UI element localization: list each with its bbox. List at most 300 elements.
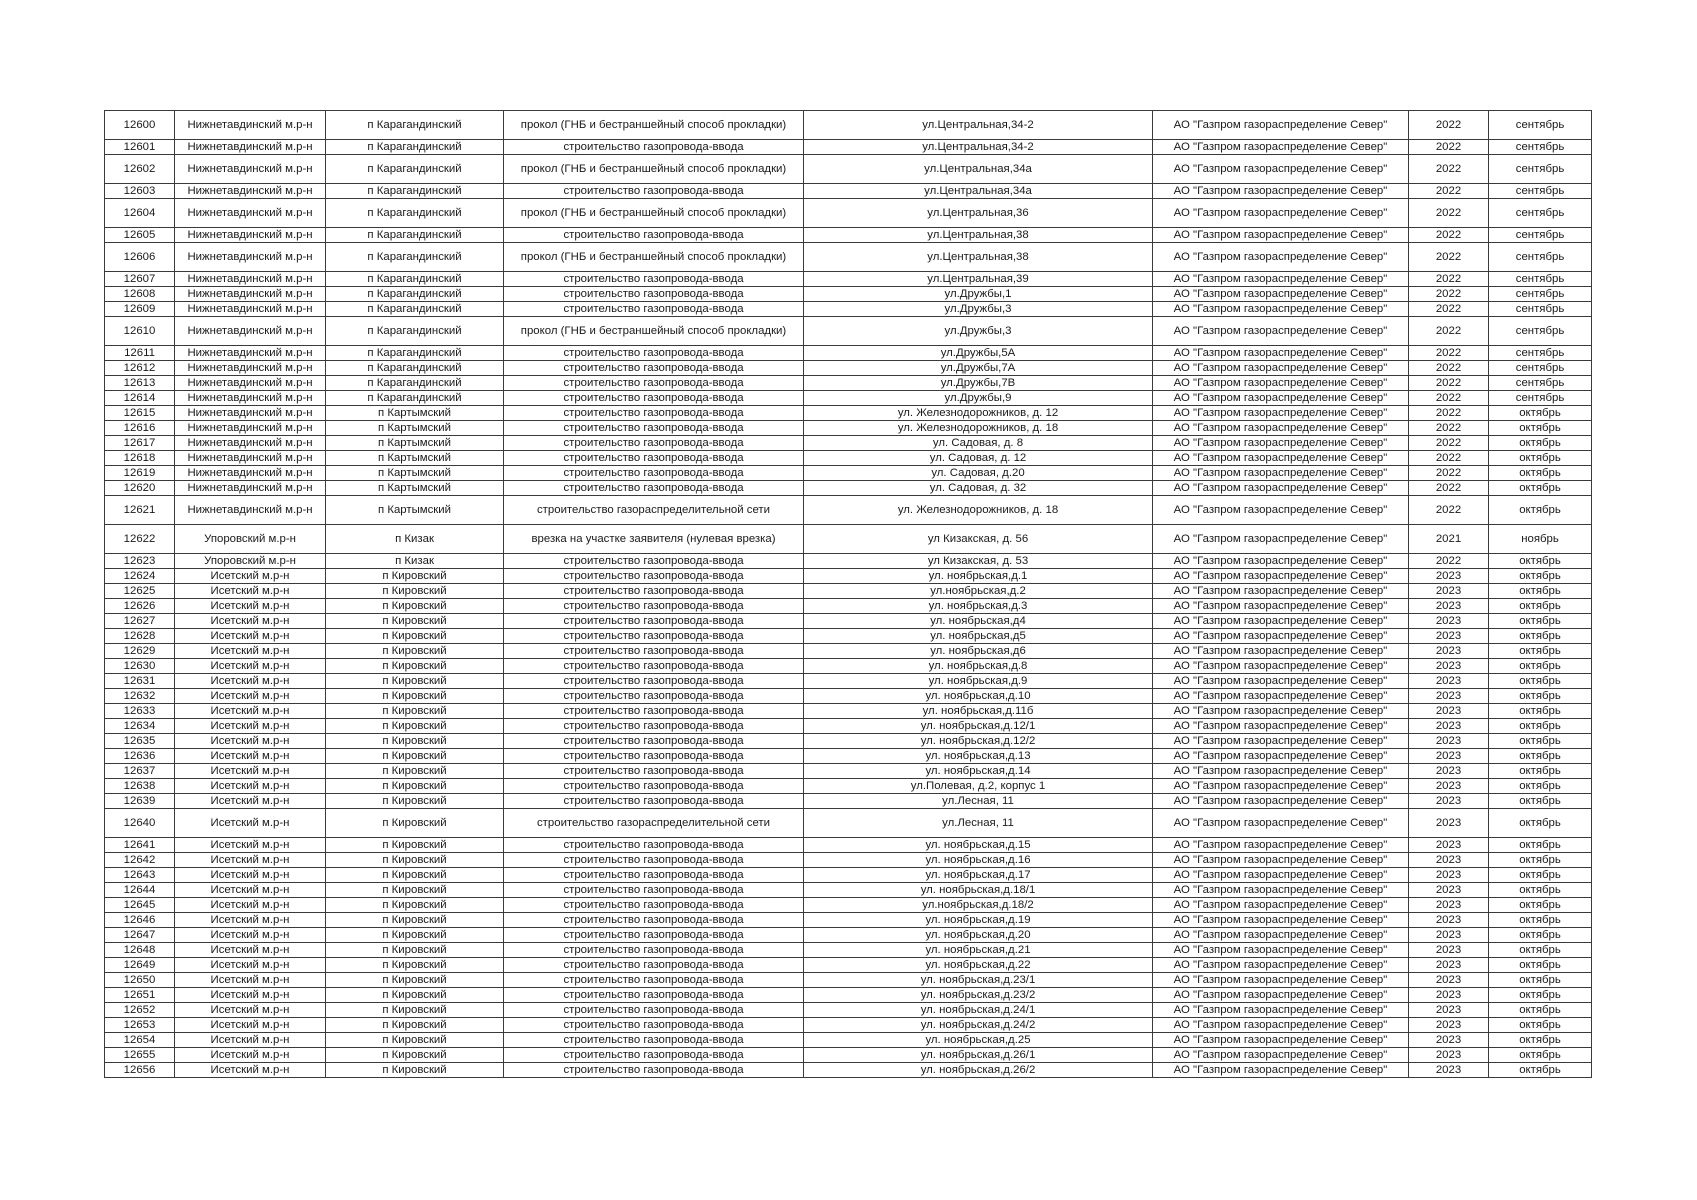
work-type-cell: строительство газопровода-ввода [504,988,804,1003]
row-number-cell: 12638 [105,779,175,794]
row-number-cell: 12607 [105,272,175,287]
table-row [105,749,1592,764]
work-type-cell: врезка на участке заявителя (нулевая врезка) [504,525,804,554]
table-row [105,466,1592,481]
district-cell: Нижнетавдинский м.р-н [175,155,326,184]
table-row [105,376,1592,391]
settlement-cell: п Кировский [326,883,504,898]
table-row [105,868,1592,883]
year-cell: 2023 [1409,928,1489,943]
month-cell: октябрь [1489,943,1592,958]
organization-cell: АО "Газпром газораспределение Север" [1153,898,1409,913]
month-cell: октябрь [1489,481,1592,496]
year-cell: 2023 [1409,1033,1489,1048]
work-type-cell: строительство газопровода-ввода [504,436,804,451]
organization-cell: АО "Газпром газораспределение Север" [1153,361,1409,376]
table-row [105,838,1592,853]
year-cell: 2023 [1409,958,1489,973]
settlement-cell: п Кировский [326,973,504,988]
month-cell: сентябрь [1489,228,1592,243]
address-cell: ул.Дружбы,5А [804,346,1153,361]
organization-cell: АО "Газпром газораспределение Север" [1153,809,1409,838]
organization-cell: АО "Газпром газораспределение Север" [1153,302,1409,317]
year-cell: 2023 [1409,809,1489,838]
district-cell: Нижнетавдинский м.р-н [175,496,326,525]
district-cell: Нижнетавдинский м.р-н [175,466,326,481]
district-cell: Исетский м.р-н [175,704,326,719]
row-number-cell: 12654 [105,1033,175,1048]
work-type-cell: строительство газопровода-ввода [504,391,804,406]
row-number-cell: 12637 [105,764,175,779]
district-cell: Исетский м.р-н [175,659,326,674]
district-cell: Исетский м.р-н [175,958,326,973]
table-row [105,614,1592,629]
settlement-cell: п Карагандинский [326,391,504,406]
settlement-cell: п Карагандинский [326,287,504,302]
organization-cell: АО "Газпром газораспределение Север" [1153,928,1409,943]
row-number-cell: 12646 [105,913,175,928]
table-row [105,853,1592,868]
table-row [105,719,1592,734]
work-type-cell: строительство газопровода-ввода [504,898,804,913]
year-cell: 2022 [1409,184,1489,199]
row-number-cell: 12653 [105,1018,175,1033]
settlement-cell: п Карагандинский [326,346,504,361]
address-cell: ул.Дружбы,1 [804,287,1153,302]
row-number-cell: 12649 [105,958,175,973]
work-type-cell: строительство газопровода-ввода [504,406,804,421]
row-number-cell: 12621 [105,496,175,525]
table-row [105,199,1592,228]
organization-cell: АО "Газпром газораспределение Север" [1153,184,1409,199]
month-cell: октябрь [1489,779,1592,794]
row-number-cell: 12630 [105,659,175,674]
address-cell: ул. ноябрьская,д.20 [804,928,1153,943]
address-cell: ул.Дружбы,3 [804,317,1153,346]
district-cell: Исетский м.р-н [175,614,326,629]
settlement-cell: п Кировский [326,958,504,973]
month-cell: сентябрь [1489,302,1592,317]
settlement-cell: п Кировский [326,794,504,809]
month-cell: сентябрь [1489,111,1592,140]
district-cell: Нижнетавдинский м.р-н [175,317,326,346]
organization-cell: АО "Газпром газораспределение Север" [1153,554,1409,569]
table-row [105,943,1592,958]
work-type-cell: строительство газопровода-ввода [504,913,804,928]
work-type-cell: строительство газопровода-ввода [504,1003,804,1018]
organization-cell: АО "Газпром газораспределение Север" [1153,317,1409,346]
settlement-cell: п Карагандинский [326,140,504,155]
month-cell: октябрь [1489,466,1592,481]
address-cell: ул. ноябрьская,д.3 [804,599,1153,614]
table-row [105,809,1592,838]
address-cell: ул. ноябрьская,д.17 [804,868,1153,883]
year-cell: 2023 [1409,913,1489,928]
settlement-cell: п Картымский [326,466,504,481]
row-number-cell: 12625 [105,584,175,599]
year-cell: 2023 [1409,973,1489,988]
table-row [105,928,1592,943]
address-cell: ул. Железнодорожников, д. 18 [804,421,1153,436]
district-cell: Упоровский м.р-н [175,554,326,569]
year-cell: 2023 [1409,868,1489,883]
organization-cell: АО "Газпром газораспределение Север" [1153,958,1409,973]
settlement-cell: п Кировский [326,614,504,629]
district-cell: Исетский м.р-н [175,853,326,868]
organization-cell: АО "Газпром газораспределение Север" [1153,794,1409,809]
year-cell: 2023 [1409,943,1489,958]
address-cell: ул. Садовая, д. 32 [804,481,1153,496]
month-cell: октябрь [1489,868,1592,883]
work-type-cell: строительство газопровода-ввода [504,794,804,809]
month-cell: октябрь [1489,1018,1592,1033]
row-number-cell: 12614 [105,391,175,406]
settlement-cell: п Кировский [326,853,504,868]
work-type-cell: прокол (ГНБ и бестраншейный способ прокладки) [504,317,804,346]
year-cell: 2022 [1409,302,1489,317]
district-cell: Исетский м.р-н [175,689,326,704]
settlement-cell: п Карагандинский [326,184,504,199]
address-cell: ул. ноябрьская,д.25 [804,1033,1153,1048]
work-type-cell: строительство газопровода-ввода [504,1018,804,1033]
year-cell: 2023 [1409,689,1489,704]
table-row [105,184,1592,199]
row-number-cell: 12645 [105,898,175,913]
row-number-cell: 12624 [105,569,175,584]
district-cell: Нижнетавдинский м.р-н [175,346,326,361]
settlement-cell: п Картымский [326,406,504,421]
organization-cell: АО "Газпром газораспределение Север" [1153,481,1409,496]
year-cell: 2023 [1409,779,1489,794]
month-cell: октябрь [1489,689,1592,704]
organization-cell: АО "Газпром газораспределение Север" [1153,779,1409,794]
work-type-cell: строительство газопровода-ввода [504,674,804,689]
district-cell: Нижнетавдинский м.р-н [175,421,326,436]
year-cell: 2023 [1409,674,1489,689]
year-cell: 2022 [1409,554,1489,569]
month-cell: октябрь [1489,554,1592,569]
organization-cell: АО "Газпром газораспределение Север" [1153,838,1409,853]
year-cell: 2023 [1409,853,1489,868]
organization-cell: АО "Газпром газораспределение Север" [1153,243,1409,272]
row-number-cell: 12605 [105,228,175,243]
row-number-cell: 12642 [105,853,175,868]
organization-cell: АО "Газпром газораспределение Север" [1153,451,1409,466]
year-cell: 2022 [1409,466,1489,481]
year-cell: 2023 [1409,704,1489,719]
month-cell: сентябрь [1489,140,1592,155]
work-type-cell: строительство газопровода-ввода [504,689,804,704]
gas-connection-table [104,110,1592,1078]
table-row [105,228,1592,243]
settlement-cell: п Кировский [326,629,504,644]
row-number-cell: 12640 [105,809,175,838]
work-type-cell: строительство газопровода-ввода [504,287,804,302]
month-cell: октябрь [1489,704,1592,719]
organization-cell: АО "Газпром газораспределение Север" [1153,584,1409,599]
year-cell: 2023 [1409,1048,1489,1063]
table-row [105,317,1592,346]
year-cell: 2023 [1409,764,1489,779]
row-number-cell: 12604 [105,199,175,228]
settlement-cell: п Кировский [326,913,504,928]
table-row [105,1003,1592,1018]
table-row [105,155,1592,184]
organization-cell: АО "Газпром газораспределение Север" [1153,1018,1409,1033]
settlement-cell: п Карагандинский [326,111,504,140]
settlement-cell: п Карагандинский [326,302,504,317]
year-cell: 2023 [1409,614,1489,629]
district-cell: Исетский м.р-н [175,719,326,734]
row-number-cell: 12639 [105,794,175,809]
year-cell: 2023 [1409,883,1489,898]
district-cell: Нижнетавдинский м.р-н [175,111,326,140]
table-row [105,554,1592,569]
year-cell: 2023 [1409,898,1489,913]
work-type-cell: строительство газопровода-ввода [504,734,804,749]
district-cell: Исетский м.р-н [175,674,326,689]
address-cell: ул. ноябрьская,д.15 [804,838,1153,853]
work-type-cell: строительство газопровода-ввода [504,883,804,898]
settlement-cell: п Кировский [326,689,504,704]
month-cell: октябрь [1489,809,1592,838]
address-cell: ул.Полевая, д.2, корпус 1 [804,779,1153,794]
row-number-cell: 12613 [105,376,175,391]
district-cell: Нижнетавдинский м.р-н [175,451,326,466]
row-number-cell: 12651 [105,988,175,1003]
work-type-cell: строительство газопровода-ввода [504,659,804,674]
settlement-cell: п Кировский [326,809,504,838]
year-cell: 2023 [1409,988,1489,1003]
month-cell: сентябрь [1489,243,1592,272]
row-number-cell: 12635 [105,734,175,749]
address-cell: ул. Железнодорожников, д. 12 [804,406,1153,421]
work-type-cell: строительство газопровода-ввода [504,629,804,644]
address-cell: ул.ноябрьская,д.2 [804,584,1153,599]
table-row [105,451,1592,466]
work-type-cell: прокол (ГНБ и бестраншейный способ прокладки) [504,199,804,228]
work-type-cell: строительство газопровода-ввода [504,599,804,614]
organization-cell: АО "Газпром газораспределение Север" [1153,719,1409,734]
settlement-cell: п Кировский [326,1018,504,1033]
table-row [105,644,1592,659]
settlement-cell: п Кировский [326,928,504,943]
organization-cell: АО "Газпром газораспределение Север" [1153,913,1409,928]
address-cell: ул.Центральная,38 [804,243,1153,272]
year-cell: 2022 [1409,346,1489,361]
work-type-cell: строительство газопровода-ввода [504,1063,804,1078]
year-cell: 2023 [1409,794,1489,809]
organization-cell: АО "Газпром газораспределение Север" [1153,704,1409,719]
district-cell: Нижнетавдинский м.р-н [175,184,326,199]
month-cell: сентябрь [1489,376,1592,391]
address-cell: ул. ноябрьская,д.13 [804,749,1153,764]
settlement-cell: п Кировский [326,898,504,913]
address-cell: ул.Центральная,34а [804,155,1153,184]
settlement-cell: п Кировский [326,749,504,764]
table-row [105,140,1592,155]
year-cell: 2022 [1409,243,1489,272]
settlement-cell: п Кировский [326,764,504,779]
organization-cell: АО "Газпром газораспределение Север" [1153,943,1409,958]
month-cell: октябрь [1489,406,1592,421]
work-type-cell: строительство газопровода-ввода [504,302,804,317]
table-row [105,1063,1592,1078]
table-row [105,436,1592,451]
month-cell: сентябрь [1489,184,1592,199]
address-cell: ул. ноябрьская,д.10 [804,689,1153,704]
year-cell: 2022 [1409,421,1489,436]
month-cell: сентябрь [1489,155,1592,184]
year-cell: 2022 [1409,155,1489,184]
row-number-cell: 12648 [105,943,175,958]
table-row [105,481,1592,496]
address-cell: ул. ноябрьская,д.26/2 [804,1063,1153,1078]
year-cell: 2022 [1409,451,1489,466]
row-number-cell: 12623 [105,554,175,569]
address-cell: ул. ноябрьская,д.8 [804,659,1153,674]
settlement-cell: п Картымский [326,421,504,436]
row-number-cell: 12617 [105,436,175,451]
organization-cell: АО "Газпром газораспределение Север" [1153,853,1409,868]
district-cell: Нижнетавдинский м.р-н [175,140,326,155]
work-type-cell: строительство газопровода-ввода [504,868,804,883]
month-cell: октябрь [1489,569,1592,584]
work-type-cell: строительство газопровода-ввода [504,481,804,496]
work-type-cell: строительство газопровода-ввода [504,228,804,243]
table-row [105,525,1592,554]
district-cell: Исетский м.р-н [175,734,326,749]
month-cell: октябрь [1489,764,1592,779]
address-cell: ул. ноябрьская,д.11б [804,704,1153,719]
month-cell: октябрь [1489,599,1592,614]
row-number-cell: 12602 [105,155,175,184]
work-type-cell: строительство газопровода-ввода [504,361,804,376]
organization-cell: АО "Газпром газораспределение Север" [1153,376,1409,391]
settlement-cell: п Кировский [326,1033,504,1048]
year-cell: 2022 [1409,140,1489,155]
year-cell: 2023 [1409,599,1489,614]
month-cell: сентябрь [1489,391,1592,406]
settlement-cell: п Кировский [326,644,504,659]
month-cell: октябрь [1489,853,1592,868]
work-type-cell: прокол (ГНБ и бестраншейный способ прокладки) [504,155,804,184]
organization-cell: АО "Газпром газораспределение Север" [1153,406,1409,421]
row-number-cell: 12629 [105,644,175,659]
settlement-cell: п Кировский [326,659,504,674]
address-cell: ул.Центральная,34а [804,184,1153,199]
table-body [105,111,1592,1078]
row-number-cell: 12627 [105,614,175,629]
table-row [105,659,1592,674]
district-cell: Исетский м.р-н [175,629,326,644]
table-row [105,1033,1592,1048]
table-row [105,779,1592,794]
district-cell: Исетский м.р-н [175,1048,326,1063]
month-cell: октябрь [1489,644,1592,659]
row-number-cell: 12650 [105,973,175,988]
row-number-cell: 12616 [105,421,175,436]
row-number-cell: 12626 [105,599,175,614]
row-number-cell: 12631 [105,674,175,689]
table-row [105,704,1592,719]
work-type-cell: строительство газопровода-ввода [504,764,804,779]
address-cell: ул.Дружбы,3 [804,302,1153,317]
address-cell: ул. ноябрьская,д.23/1 [804,973,1153,988]
address-cell: ул. ноябрьская,д5 [804,629,1153,644]
address-cell: ул. ноябрьская,д.16 [804,853,1153,868]
row-number-cell: 12601 [105,140,175,155]
year-cell: 2023 [1409,838,1489,853]
month-cell: октябрь [1489,584,1592,599]
organization-cell: АО "Газпром газораспределение Север" [1153,764,1409,779]
table-row [105,674,1592,689]
work-type-cell: строительство газопровода-ввода [504,853,804,868]
table-row [105,988,1592,1003]
row-number-cell: 12643 [105,868,175,883]
row-number-cell: 12600 [105,111,175,140]
year-cell: 2023 [1409,1063,1489,1078]
work-type-cell: строительство газопровода-ввода [504,584,804,599]
address-cell: ул. ноябрьская,д.12/1 [804,719,1153,734]
year-cell: 2022 [1409,287,1489,302]
organization-cell: АО "Газпром газораспределение Север" [1153,391,1409,406]
organization-cell: АО "Газпром газораспределение Север" [1153,1033,1409,1048]
district-cell: Исетский м.р-н [175,1018,326,1033]
district-cell: Исетский м.р-н [175,898,326,913]
address-cell: ул. ноябрьская,д.26/1 [804,1048,1153,1063]
organization-cell: АО "Газпром газораспределение Север" [1153,436,1409,451]
row-number-cell: 12619 [105,466,175,481]
table-row [105,1018,1592,1033]
row-number-cell: 12634 [105,719,175,734]
district-cell: Исетский м.р-н [175,928,326,943]
district-cell: Исетский м.р-н [175,779,326,794]
table-row [105,406,1592,421]
month-cell: октябрь [1489,734,1592,749]
work-type-cell: строительство газопровода-ввода [504,346,804,361]
organization-cell: АО "Газпром газораспределение Север" [1153,599,1409,614]
year-cell: 2022 [1409,406,1489,421]
district-cell: Нижнетавдинский м.р-н [175,436,326,451]
district-cell: Исетский м.р-н [175,913,326,928]
address-cell: ул. ноябрьская,д.12/2 [804,734,1153,749]
table-row [105,973,1592,988]
district-cell: Исетский м.р-н [175,943,326,958]
table-row [105,794,1592,809]
district-cell: Исетский м.р-н [175,1003,326,1018]
settlement-cell: п Кировский [326,599,504,614]
organization-cell: АО "Газпром газораспределение Север" [1153,1003,1409,1018]
address-cell: ул. ноябрьская,д.22 [804,958,1153,973]
year-cell: 2023 [1409,1003,1489,1018]
row-number-cell: 12612 [105,361,175,376]
organization-cell: АО "Газпром газораспределение Север" [1153,674,1409,689]
organization-cell: АО "Газпром газораспределение Север" [1153,659,1409,674]
organization-cell: АО "Газпром газораспределение Север" [1153,1048,1409,1063]
year-cell: 2023 [1409,719,1489,734]
year-cell: 2022 [1409,391,1489,406]
organization-cell: АО "Газпром газораспределение Север" [1153,421,1409,436]
row-number-cell: 12611 [105,346,175,361]
settlement-cell: п Картымский [326,481,504,496]
month-cell: октябрь [1489,883,1592,898]
district-cell: Исетский м.р-н [175,584,326,599]
settlement-cell: п Кировский [326,584,504,599]
month-cell: октябрь [1489,496,1592,525]
table-row [105,883,1592,898]
table-row [105,111,1592,140]
